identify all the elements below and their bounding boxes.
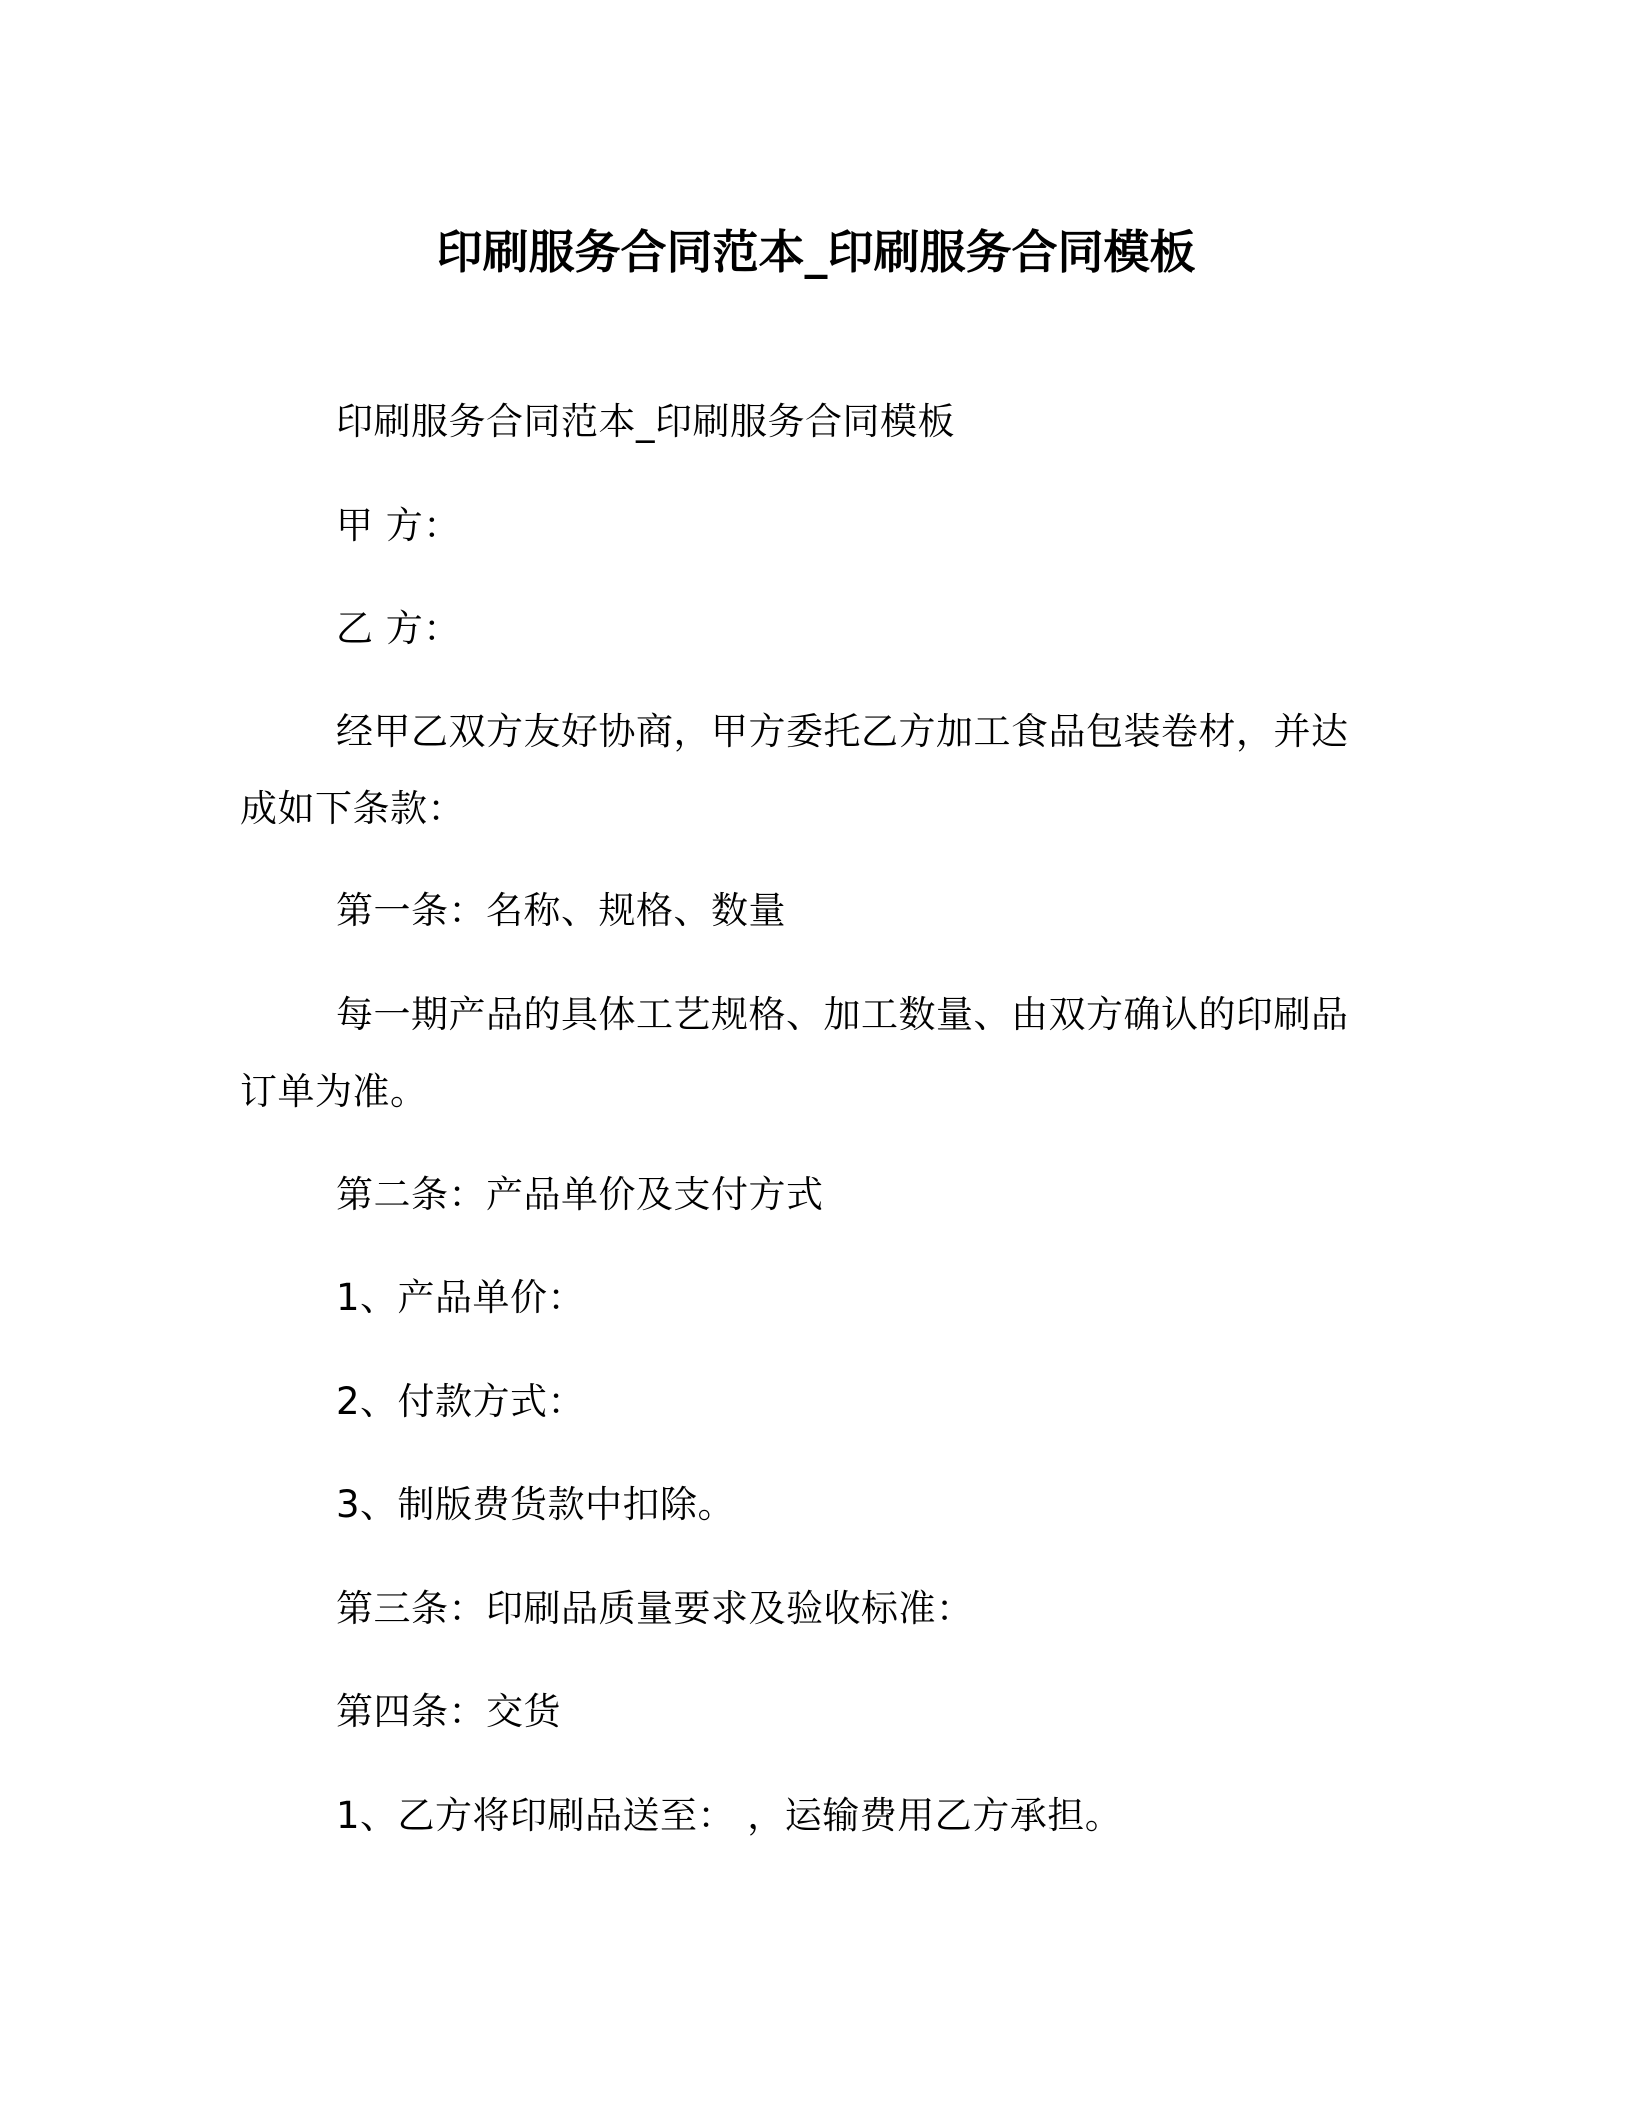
paragraph-article-3: 第三条：印刷品质量要求及验收标准： [336, 1587, 974, 1630]
paragraph-unit-price: 1、产品单价： [336, 1276, 586, 1319]
paragraph-payment: 2、付款方式： [336, 1380, 586, 1423]
paragraph-plate-fee: 3、制版费货款中扣除。 [336, 1483, 736, 1526]
paragraph-party-b: 乙 方： [336, 607, 461, 650]
paragraph-article-4: 第四条：交货 [336, 1690, 561, 1733]
paragraph-party-a: 甲 方： [336, 504, 461, 547]
paragraph-article-1: 第一条：名称、规格、数量 [336, 889, 786, 932]
paragraph-delivery: 1、乙方将印刷品送至： ，运输费用乙方承担。 [336, 1794, 1123, 1837]
paragraph-subtitle: 印刷服务合同范本_印刷服务合同模板 [336, 400, 955, 443]
document-title: 印刷服务合同范本_印刷服务合同模板 [436, 225, 1196, 279]
paragraph-article-1-body: 每一期产品的具体工艺规格、加工数量、由双方确认的印刷品订单为准。 [240, 993, 1349, 1113]
paragraph-intro: 经甲乙双方友好协商，甲方委托乙方加工食品包装卷材，并达成如下条款： [240, 710, 1349, 830]
paragraph-article-2: 第二条：产品单价及支付方式 [336, 1173, 824, 1216]
